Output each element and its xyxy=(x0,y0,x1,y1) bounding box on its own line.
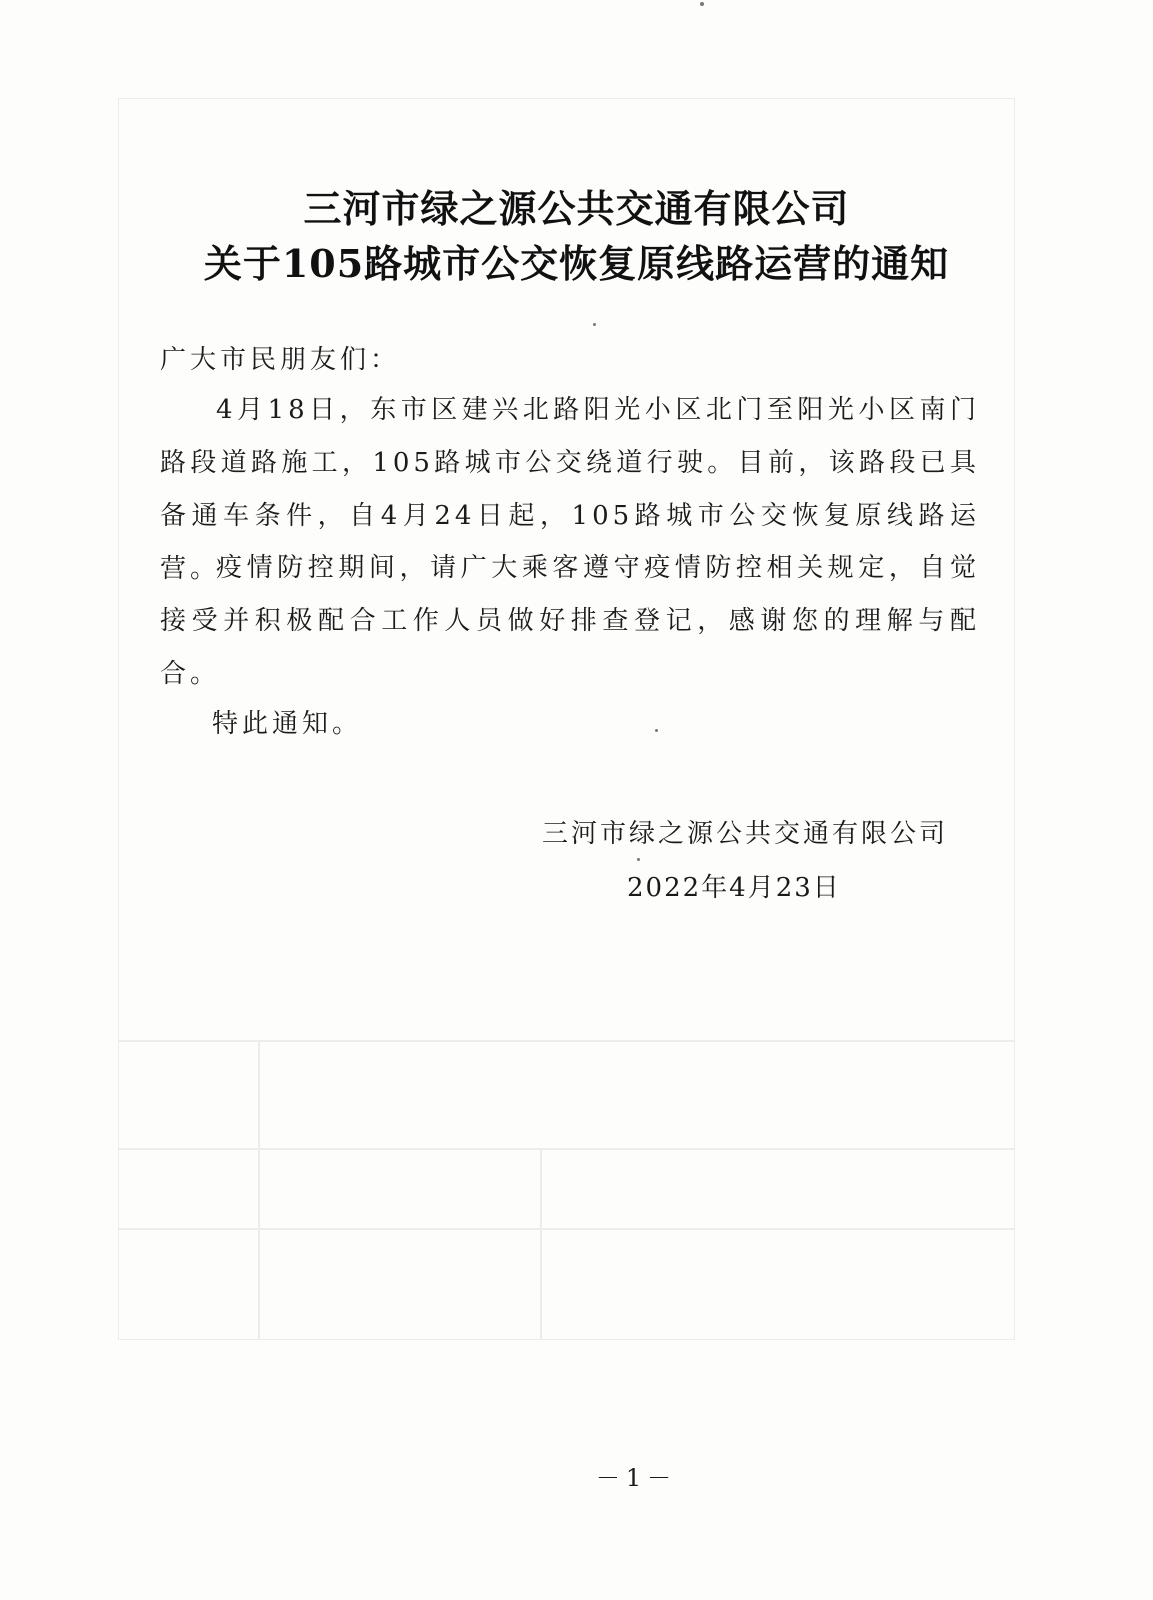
scan-speck xyxy=(700,2,704,6)
show-through-grid xyxy=(258,1040,260,1340)
closing-remark: 特此通知。 xyxy=(212,709,363,739)
title-line-1: 三河市绿之源公共交通有限公司 xyxy=(303,186,850,231)
paragraph-2: 疫情防控期间，请广大乘客遵守疫情防控相关规定，自觉接受并积极配合工作人员做好排查登记，感谢您的理解与配合。 xyxy=(160,553,980,689)
title-line-2: 关于105路城市公交恢复原线路运营的通知 xyxy=(203,241,950,286)
signer-company: 三河市绿之源公共交通有限公司 xyxy=(541,819,948,849)
scan-speck xyxy=(593,323,596,326)
scan-speck xyxy=(655,729,658,732)
show-through-grid xyxy=(118,1040,1015,1042)
issue-date: 2022年4月23日 xyxy=(627,873,841,903)
show-through-grid xyxy=(540,1148,542,1340)
show-through-grid xyxy=(118,1228,1015,1230)
page-number: －1－ xyxy=(595,1464,678,1492)
scan-speck xyxy=(637,858,640,861)
show-through-grid xyxy=(118,1148,1015,1150)
paragraph-1: 4月18日，东市区建兴北路阳光小区北门至阳光小区南门路段道路施工，105路城市公交绕道行驶。目前，该路段已具备通车条件，自4月24日起，105路城市公交恢复原线路运营。 xyxy=(160,395,980,584)
salutation: 广大市民朋友们： xyxy=(160,345,401,375)
